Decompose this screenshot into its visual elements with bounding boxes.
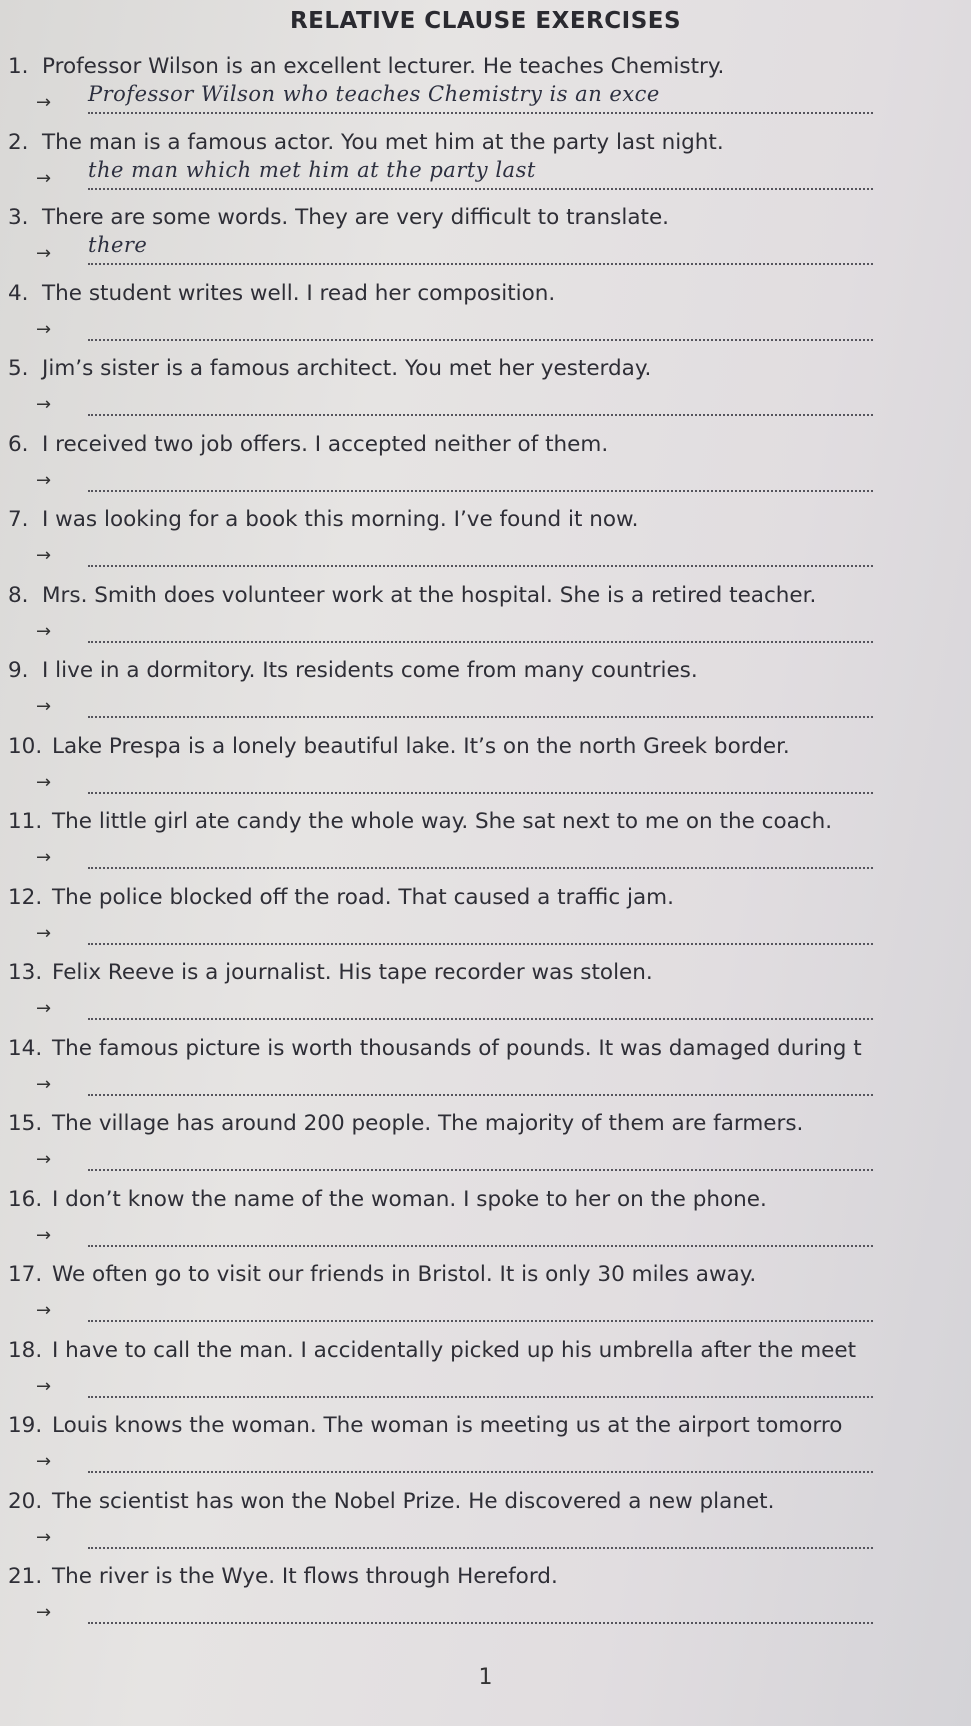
exercise-item bbox=[0, 958, 971, 1034]
exercise-item bbox=[0, 1411, 971, 1487]
exercise-item bbox=[0, 656, 971, 732]
arrow-icon: → bbox=[36, 847, 52, 868]
exercise-sentence bbox=[8, 1109, 803, 1139]
exercise-text: The famous picture is worth thousands of pounds. It was damaged during t bbox=[52, 1035, 862, 1061]
exercise-number: 21. bbox=[8, 1564, 43, 1589]
arrow-icon: → bbox=[36, 998, 52, 1019]
exercise-sentence bbox=[8, 1411, 842, 1441]
exercise-sentence bbox=[8, 1487, 774, 1517]
exercise-text: Louis knows the woman. The woman is meeting us at the airport tomorro bbox=[52, 1413, 843, 1438]
answer-line[interactable] bbox=[88, 867, 873, 869]
exercise-text: The police blocked off the road. That caused a traffic jam. bbox=[52, 884, 674, 910]
exercise-number: 6. bbox=[8, 431, 29, 457]
worksheet-title: RELATIVE CLAUSE EXERCISES bbox=[289, 8, 682, 34]
exercise-number: 5. bbox=[8, 356, 29, 381]
arrow-icon: → bbox=[36, 922, 52, 944]
arrow-icon: → bbox=[36, 620, 52, 642]
exercise-item bbox=[0, 581, 971, 657]
exercise-item bbox=[0, 1034, 971, 1110]
exercise-sentence bbox=[8, 203, 669, 233]
exercise-number: 15. bbox=[8, 1111, 43, 1136]
exercise-sentence bbox=[8, 1185, 767, 1215]
arrow-icon: → bbox=[36, 1451, 52, 1472]
exercise-number: 16. bbox=[8, 1186, 43, 1212]
exercise-item bbox=[0, 1562, 971, 1638]
answer-line[interactable] bbox=[88, 1169, 873, 1171]
arrow-icon: → bbox=[36, 92, 52, 113]
exercise-sentence bbox=[8, 883, 674, 913]
exercise-text: Mrs. Smith does volunteer work at the hospital. She is a retired teacher. bbox=[42, 582, 817, 608]
exercise-sentence bbox=[8, 52, 724, 82]
exercise-item bbox=[0, 52, 971, 128]
exercise-number: 8. bbox=[8, 582, 29, 608]
exercise-item bbox=[0, 732, 971, 808]
exercise-item bbox=[0, 354, 971, 430]
exercise-sentence bbox=[8, 354, 651, 384]
arrow-icon: → bbox=[36, 1375, 52, 1397]
exercise-item bbox=[0, 279, 971, 355]
exercise-text: I was looking for a book this morning. I’ve found it now. bbox=[42, 507, 639, 532]
exercise-text: The river is the Wye. It flows through Hereford. bbox=[52, 1564, 558, 1589]
exercise-item bbox=[0, 430, 971, 506]
answer-line[interactable] bbox=[88, 1018, 873, 1020]
exercise-text: I live in a dormitory. Its residents come from many countries. bbox=[42, 658, 698, 683]
exercise-sentence bbox=[8, 279, 555, 309]
answer-line[interactable] bbox=[88, 414, 873, 416]
exercise-item bbox=[0, 1109, 971, 1185]
exercise-number: 19. bbox=[8, 1413, 43, 1438]
answer-line[interactable] bbox=[88, 112, 873, 114]
answer-line[interactable] bbox=[88, 1320, 873, 1322]
exercise-item bbox=[0, 883, 971, 959]
page-number: 1 bbox=[478, 1665, 493, 1690]
answer-line[interactable] bbox=[88, 263, 873, 265]
handwritten-answer: there bbox=[88, 233, 148, 257]
exercise-sentence bbox=[8, 1034, 862, 1064]
arrow-icon: → bbox=[36, 1300, 52, 1321]
exercise-number: 9. bbox=[8, 658, 29, 683]
exercise-item bbox=[0, 128, 971, 204]
exercise-sentence bbox=[8, 1260, 756, 1290]
arrow-icon: → bbox=[36, 696, 52, 717]
exercise-text: Felix Reeve is a journalist. His tape recorder was stolen. bbox=[52, 960, 653, 985]
answer-line[interactable] bbox=[88, 1245, 873, 1247]
arrow-icon: → bbox=[36, 1149, 52, 1170]
exercise-item bbox=[0, 1336, 971, 1412]
arrow-icon: → bbox=[36, 1526, 52, 1548]
exercise-number: 10. bbox=[8, 733, 43, 759]
exercise-sentence bbox=[8, 581, 816, 611]
answer-line[interactable] bbox=[88, 339, 873, 341]
exercise-text: I don’t know the name of the woman. I spoke to her on the phone. bbox=[52, 1186, 767, 1212]
arrow-icon: → bbox=[36, 1602, 52, 1623]
arrow-icon: → bbox=[36, 394, 52, 415]
answer-line[interactable] bbox=[88, 641, 873, 643]
arrow-icon: → bbox=[36, 1224, 52, 1246]
arrow-icon: → bbox=[36, 771, 52, 793]
exercise-number: 11. bbox=[8, 809, 43, 834]
exercise-sentence bbox=[8, 1562, 558, 1592]
exercise-item bbox=[0, 807, 971, 883]
exercise-text: The scientist has won the Nobel Prize. He discovered a new planet. bbox=[52, 1488, 775, 1514]
exercise-sentence bbox=[8, 1336, 856, 1366]
arrow-icon: → bbox=[36, 1073, 52, 1095]
exercise-sentence bbox=[8, 732, 790, 762]
exercise-text: The village has around 200 people. The majority of them are farmers. bbox=[52, 1111, 804, 1136]
exercise-text: The student writes well. I read her composition. bbox=[42, 280, 556, 306]
exercise-item bbox=[0, 203, 971, 279]
exercise-text: The little girl ate candy the whole way. She sat next to me on the coach. bbox=[52, 809, 833, 834]
exercise-text: The man is a famous actor. You met him at the party last night. bbox=[42, 129, 724, 155]
arrow-icon: → bbox=[36, 167, 52, 189]
answer-line[interactable] bbox=[88, 1471, 873, 1473]
exercise-number: 3. bbox=[8, 205, 29, 230]
exercise-number: 12. bbox=[8, 884, 43, 910]
exercise-number: 7. bbox=[8, 507, 29, 532]
exercise-item bbox=[0, 505, 971, 581]
exercise-item bbox=[0, 1260, 971, 1336]
exercise-sentence bbox=[8, 505, 638, 535]
exercise-text: Professor Wilson is an excellent lecturer. He teaches Chemistry. bbox=[42, 54, 725, 79]
handwritten-answer: the man which met him at the party last bbox=[88, 157, 536, 182]
exercise-sentence bbox=[8, 128, 724, 158]
exercise-text: There are some words. They are very difficult to translate. bbox=[42, 205, 670, 230]
exercise-text: I received two job offers. I accepted neither of them. bbox=[42, 431, 609, 457]
answer-line[interactable] bbox=[88, 1622, 873, 1624]
answer-line[interactable] bbox=[88, 188, 873, 190]
answer-line[interactable] bbox=[88, 943, 873, 945]
exercise-text: Jim’s sister is a famous architect. You met her yesterday. bbox=[42, 356, 652, 381]
arrow-icon: → bbox=[36, 469, 52, 491]
arrow-icon: → bbox=[36, 318, 52, 340]
exercise-number: 14. bbox=[8, 1035, 43, 1061]
exercise-number: 17. bbox=[8, 1262, 43, 1287]
answer-line[interactable] bbox=[88, 490, 873, 492]
exercise-number: 4. bbox=[8, 280, 29, 306]
answer-line[interactable] bbox=[88, 792, 873, 794]
arrow-icon: → bbox=[36, 243, 52, 264]
exercise-number: 20. bbox=[8, 1488, 43, 1514]
exercise-item bbox=[0, 1185, 971, 1261]
exercise-number: 18. bbox=[8, 1337, 43, 1363]
exercise-text: I have to call the man. I accidentally picked up his umbrella after the meet bbox=[52, 1337, 857, 1363]
exercise-sentence bbox=[8, 430, 608, 460]
answer-line[interactable] bbox=[88, 565, 873, 567]
answer-line[interactable] bbox=[88, 1547, 873, 1549]
exercise-number: 2. bbox=[8, 129, 29, 155]
answer-line[interactable] bbox=[88, 1396, 873, 1398]
exercise-sentence bbox=[8, 656, 698, 686]
answer-line[interactable] bbox=[88, 716, 873, 718]
exercise-item bbox=[0, 1487, 971, 1563]
exercise-sentence bbox=[8, 807, 832, 837]
exercise-sentence bbox=[8, 958, 653, 988]
answer-line[interactable] bbox=[88, 1094, 873, 1096]
exercise-number: 13. bbox=[8, 960, 43, 985]
exercise-number: 1. bbox=[8, 54, 29, 79]
exercise-text: Lake Prespa is a lonely beautiful lake. It’s on the north Greek border. bbox=[52, 733, 790, 759]
handwritten-answer: Professor Wilson who teaches Chemistry is an exce bbox=[88, 82, 660, 106]
exercise-text: We often go to visit our friends in Bristol. It is only 30 miles away. bbox=[52, 1262, 757, 1287]
arrow-icon: → bbox=[36, 545, 52, 566]
